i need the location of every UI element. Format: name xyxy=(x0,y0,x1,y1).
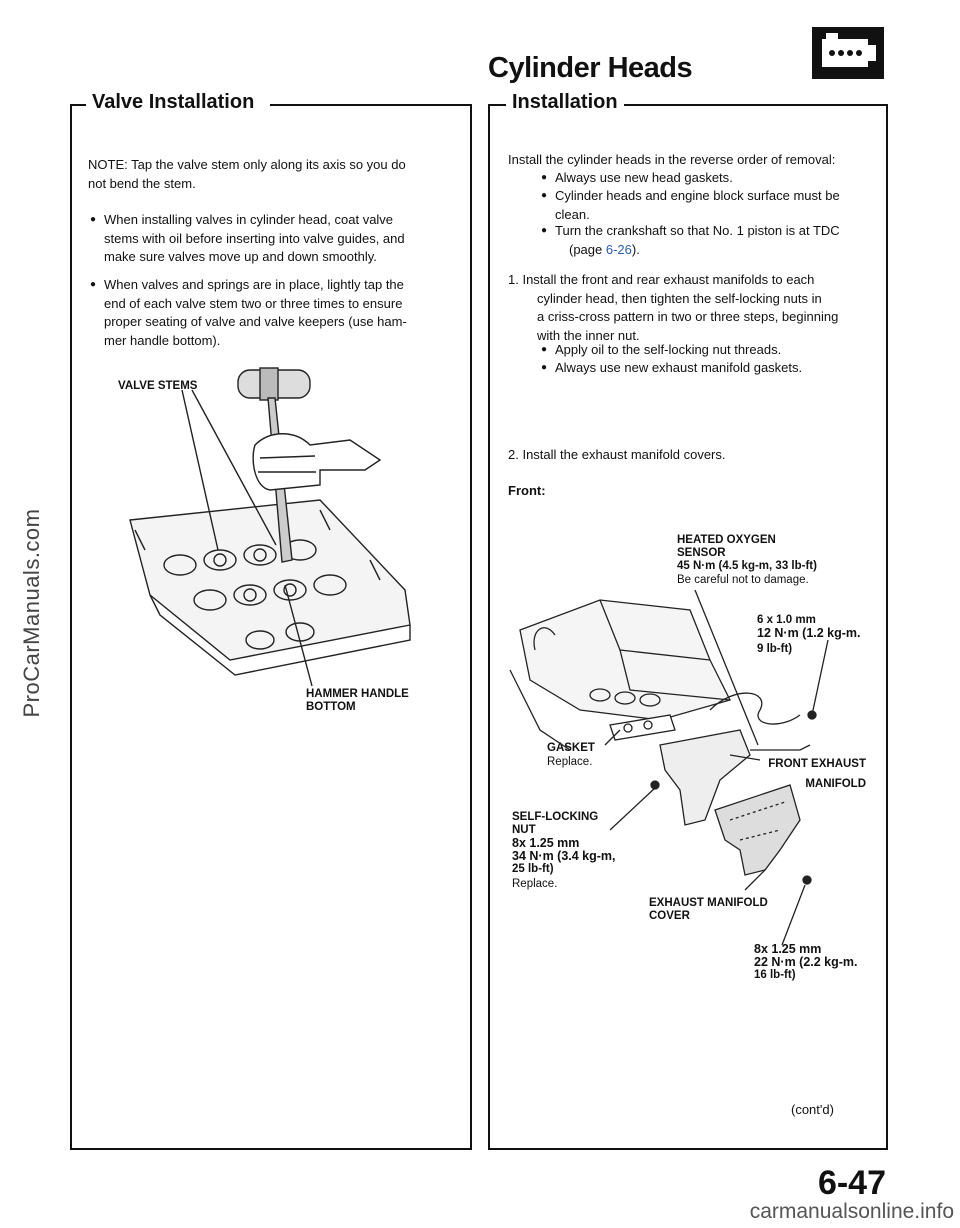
label-bolt-8mm: 8x 1.25 mm 22 N·m (2.2 kg-m. 16 lb-ft) xyxy=(754,942,858,981)
section-title-valve-installation: Valve Installation xyxy=(86,91,260,114)
engine-icon xyxy=(812,27,884,79)
nut-note: Replace. xyxy=(512,878,558,890)
label-valve-stems: VALVE STEMS xyxy=(118,380,198,392)
step-2: 2. Install the exhaust manifold covers. xyxy=(508,447,726,462)
side-watermark: ProCarManuals.com xyxy=(19,508,44,718)
front-label: Front: xyxy=(508,483,546,498)
bullet-surface-clean: ● Cylinder heads and engine block surface must be clean. xyxy=(555,187,875,224)
bullet-head-gaskets: ● Always use new head gaskets. xyxy=(555,169,875,188)
bullet-coat-valve: ● When installing valves in cylinder head, coat valve stems with oil before inserting into valve guides, and make sure valves move up and down smoothly. xyxy=(104,211,460,267)
bullet-apply-oil: ● Apply oil to the self-locking nut threads. xyxy=(555,341,875,360)
label-bolt-6mm: 6 x 1.0 mm 12 N·m (1.2 kg-m. 9 lb-ft) xyxy=(757,614,861,655)
label-front-exhaust-manifold: FRONT EXHAUST MANIFOLD xyxy=(768,758,866,790)
install-intro: Install the cylinder heads in the reverse order of removal: xyxy=(508,152,836,167)
label-gasket: GASKET xyxy=(547,742,595,754)
page-title: Cylinder Heads xyxy=(488,52,693,84)
label-hammer-handle: HAMMER HANDLE BOTTOM xyxy=(306,688,409,713)
page-ref-link[interactable]: 6-26 xyxy=(605,241,632,257)
bottom-watermark: carmanualsonline.info xyxy=(749,1200,954,1223)
divider xyxy=(624,104,886,106)
label-exhaust-manifold-cover: EXHAUST MANIFOLD COVER xyxy=(649,897,768,922)
gasket-note: Replace. xyxy=(547,756,593,768)
step-1: 1. Install the front and rear exhaust manifolds to each cylinder head, then tighten the self-locking nuts in a criss-cross pattern in two or three steps, beginning with the inner nut. xyxy=(508,272,839,343)
bullet-crankshaft-tdc: ● Turn the crankshaft so that No. 1 piston is at TDC (page 6-26). xyxy=(555,222,875,259)
note-text: NOTE: Tap the valve stem only along its axis so you do not bend the stem. xyxy=(88,157,406,191)
bullet-manifold-gaskets: ● Always use new exhaust manifold gaskets. xyxy=(555,359,875,378)
bullet-tap-valve: ● When valves and springs are in place, lightly tap the end of each valve stem two or three times to ensure proper seating of valve and valve keepers (use ham- mer handle bottom). xyxy=(104,276,460,350)
label-self-locking-nut: SELF-LOCKING NUT 8x 1.25 mm 34 N·m (3.4 kg-m, 25 lb-ft) xyxy=(512,811,616,875)
continued-note: (cont'd) xyxy=(791,1102,834,1117)
exhaust-manifold-illustration xyxy=(500,590,880,950)
oxygen-sensor-note: Be careful not to damage. xyxy=(677,574,809,586)
page-number: 6-47 xyxy=(817,1164,886,1202)
section-title-installation: Installation xyxy=(506,91,624,114)
divider xyxy=(270,104,470,106)
label-oxygen-sensor: HEATED OXYGEN SENSOR 45 N·m (4.5 kg-m, 33 lb-ft) xyxy=(677,534,817,572)
valve-tap-illustration xyxy=(120,360,440,690)
divider xyxy=(488,104,508,106)
